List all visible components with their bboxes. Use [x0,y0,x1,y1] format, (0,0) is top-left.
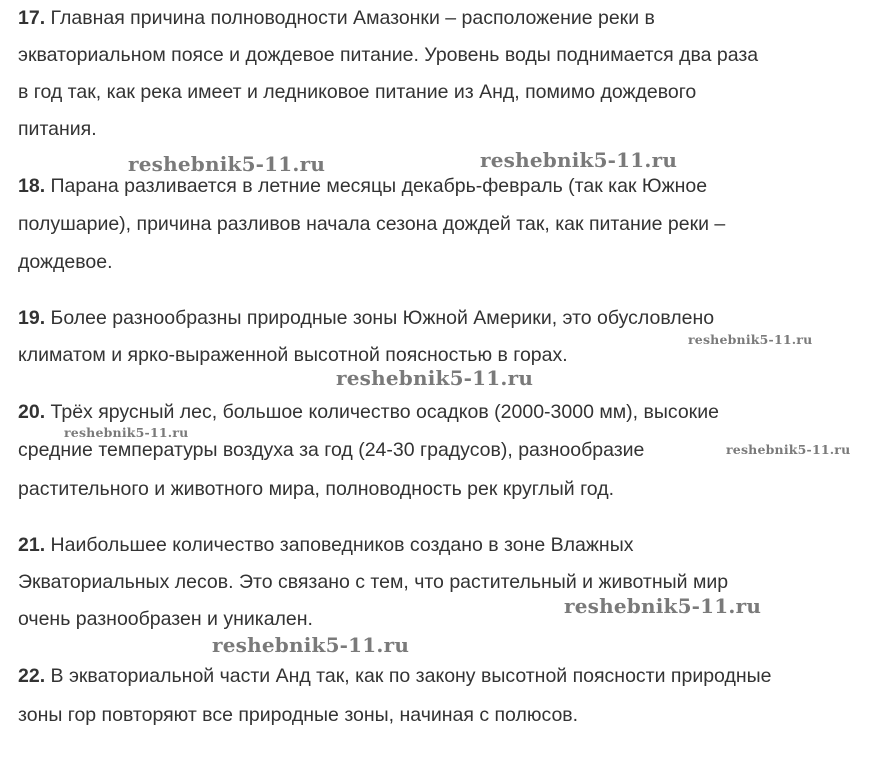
item-18-line-3: дождевое. [18,251,113,273]
item-21-line-1 [18,533,633,557]
item-number: 22. [18,665,46,687]
item-number: 20. [18,401,46,423]
item-22-line-2: зоны гор повторяют все природные зоны, начиная с полюсов. [18,704,579,726]
item-17-line-1 [18,6,655,30]
item-text: Трёх ярусный лес, большое количество осадков (2000-3000 мм), высокие [50,401,719,423]
item-text: Более разнообразны природные зоны Южной Америки, это обусловлено [50,307,715,329]
watermark: reshebnik5-11.ru [128,152,326,176]
item-20-line-2: средние температуры воздуха за год (24-30 градусов), разнообразие [18,439,645,461]
watermark: reshebnik5-11.ru [688,332,813,347]
item-text: Наибольшее количество заповедников создано в зоне Влажных [50,534,634,556]
item-number: 17. [18,7,46,29]
item-17-line-2: экваториальном поясе и дождевое питание. Уровень воды поднимается два раза [18,44,759,66]
item-17-line-3: в год так, как река имеет и ледниковое питание из Анд, помимо дождевого [18,81,697,103]
watermark: reshebnik5-11.ru [480,148,678,172]
watermark: reshebnik5-11.ru [212,633,410,657]
item-number: 19. [18,307,46,329]
item-text: Главная причина полноводности Амазонки – расположение реки в [50,7,655,29]
watermark: reshebnik5-11.ru [726,442,851,457]
item-19-line-2: климатом и ярко-выраженной высотной поясностью в горах. [18,344,568,366]
watermark: reshebnik5-11.ru [336,366,534,390]
item-18-line-1 [18,174,707,198]
item-number: 18. [18,175,46,197]
item-text: В экваториальной части Анд так, как по закону высотной поясности природные [50,665,772,687]
item-18-line-2: полушарие), причина разливов начала сезона дождей так, как питание реки – [18,213,726,235]
item-21-line-2: Экваториальных лесов. Это связано с тем, что растительный и животный мир [18,571,729,593]
item-17-line-4: питания. [18,118,97,140]
watermark: reshebnik5-11.ru [64,425,189,440]
item-22-line-1 [18,664,771,688]
item-text: Парана разливается в летние месяцы декабрь-февраль (так как Южное [50,175,708,197]
watermark: reshebnik5-11.ru [564,594,762,618]
item-20-line-3: растительного и животного мира, полноводность рек круглый год. [18,478,614,500]
item-20-line-1 [18,400,719,424]
item-number: 21. [18,534,46,556]
item-21-line-3: очень разнообразен и уникален. [18,608,313,630]
item-19-line-1 [18,306,714,330]
